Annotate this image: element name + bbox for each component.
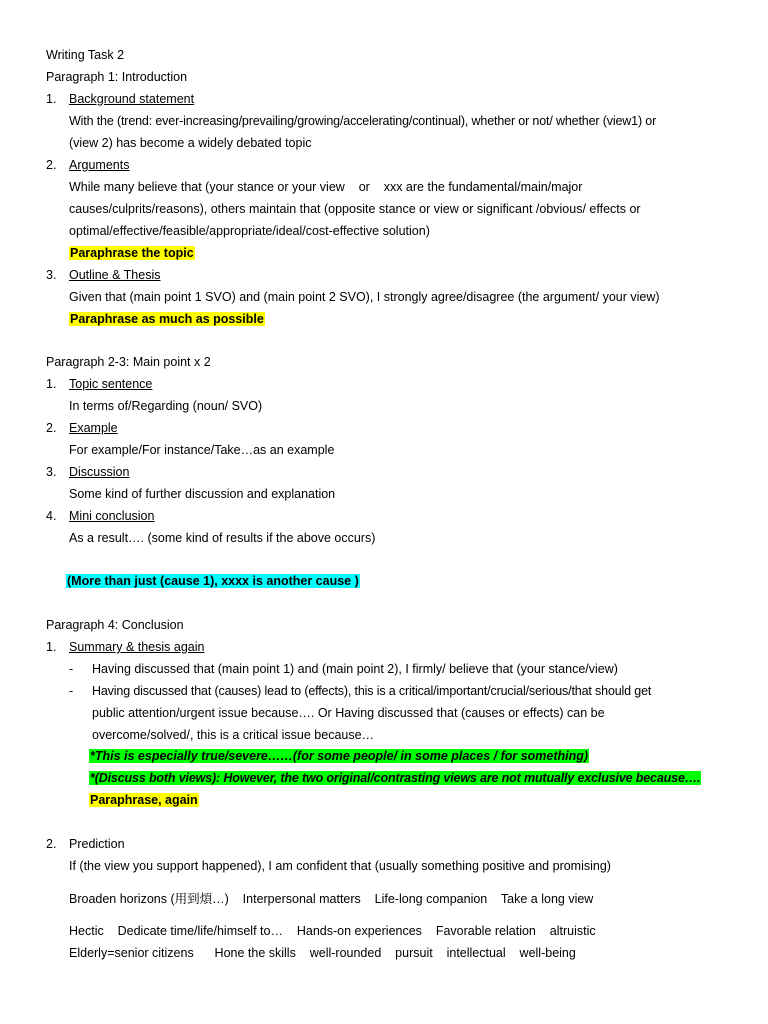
highlight-note: *This is especially true/severe……(for some people/ in some places / for something) (90, 749, 589, 763)
body-text: For example/For instance/Take…as an example (69, 443, 335, 457)
list-number: 3. (46, 465, 57, 479)
body-text: Some kind of further discussion and explanation (69, 487, 336, 501)
bullet-dash: - (69, 684, 74, 698)
highlight-note: Paraphrase, again (90, 793, 198, 807)
body-text: In terms of/Regarding (noun/ SVO) (69, 399, 263, 413)
list-label: Discussion (69, 465, 130, 479)
highlight-note: Paraphrase the topic (70, 246, 194, 260)
list-number: 2. (46, 158, 57, 172)
list-label: Arguments (69, 158, 130, 172)
list-label: Prediction (69, 837, 125, 851)
body-text: While many believe that (your stance or your view or xxx are the fundamental/main/major (69, 180, 583, 194)
body-text: As a result…. (some kind of results if the above occurs) (69, 531, 376, 545)
vocab-row: Broaden horizons (用到煩…) Interpersonal matters Life-long companion Take a long view (69, 892, 594, 906)
vocab-row: Hectic Dedicate time/life/himself to… Hands-on experiences Favorable relation altruistic (69, 924, 596, 938)
body-text: public attention/urgent issue because…. Or Having discussed that (causes or effects) can be (92, 706, 605, 720)
vocab-row: Elderly=senior citizens Hone the skills well-rounded pursuit intellectual well-being (69, 946, 576, 960)
body-text: overcome/solved/, this is a critical issue because… (92, 728, 375, 742)
body-text: Having discussed that (causes) lead to (effects), this is a critical/important/crucial/serious/that should get (92, 684, 652, 698)
list-item-prediction (46, 836, 125, 852)
list-label: Mini conclusion (69, 509, 155, 523)
bullet-dash: - (69, 662, 74, 676)
body-text: optimal/effective/feasible/appropriate/ideal/cost-effective solution) (69, 224, 430, 238)
list-item-mini-conclusion (46, 508, 155, 524)
document-title: Writing Task 2 (46, 48, 125, 62)
list-item-background-statement (46, 91, 195, 107)
body-text: Given that (main point 1 SVO) and (main point 2 SVO), I strongly agree/disagree (the argument/ your view) (69, 290, 660, 304)
list-label: Outline & Thesis (69, 268, 161, 282)
list-item-example (46, 420, 118, 436)
paragraph-1-heading: Paragraph 1: Introduction (46, 70, 188, 84)
body-text: Having discussed that (main point 1) and (main point 2), I firmly/ believe that (your stance/view) (92, 662, 618, 676)
list-number: 2. (46, 421, 57, 435)
list-label: Example (69, 421, 118, 435)
highlight-note: *(Discuss both views): However, the two original/contrasting views are not mutually exclusive because…. (90, 771, 701, 785)
list-item-discussion (46, 464, 130, 480)
highlight-note: Paraphrase as much as possible (70, 312, 264, 326)
list-label: Topic sentence (69, 377, 153, 391)
list-item-arguments (46, 157, 130, 173)
list-number: 1. (46, 92, 57, 106)
list-number: 4. (46, 509, 57, 523)
list-item-outline-thesis (46, 267, 161, 283)
list-item-topic-sentence (46, 376, 153, 392)
list-label: Summary & thesis again (69, 640, 205, 654)
list-number: 1. (46, 640, 57, 654)
list-number: 1. (46, 377, 57, 391)
highlight-note: (More than just (cause 1), xxxx is another cause ) (67, 574, 359, 588)
list-label: Background statement (69, 92, 195, 106)
paragraph-2-heading: Paragraph 2-3: Main point x 2 (46, 355, 211, 369)
list-item-summary (46, 639, 205, 655)
list-number: 2. (46, 837, 57, 851)
body-text: If (the view you support happened), I am confident that (usually something positive and promising) (69, 859, 611, 873)
body-text: (view 2) has become a widely debated topic (69, 136, 312, 150)
paragraph-4-heading: Paragraph 4: Conclusion (46, 618, 184, 632)
list-number: 3. (46, 268, 57, 282)
body-text: With the (trend: ever-increasing/prevailing/growing/accelerating/continual), whether or not/ whether (view1) or (69, 114, 657, 128)
body-text: causes/culprits/reasons), others maintain that (opposite stance or view or significant /obvious/ effects or (69, 202, 641, 216)
